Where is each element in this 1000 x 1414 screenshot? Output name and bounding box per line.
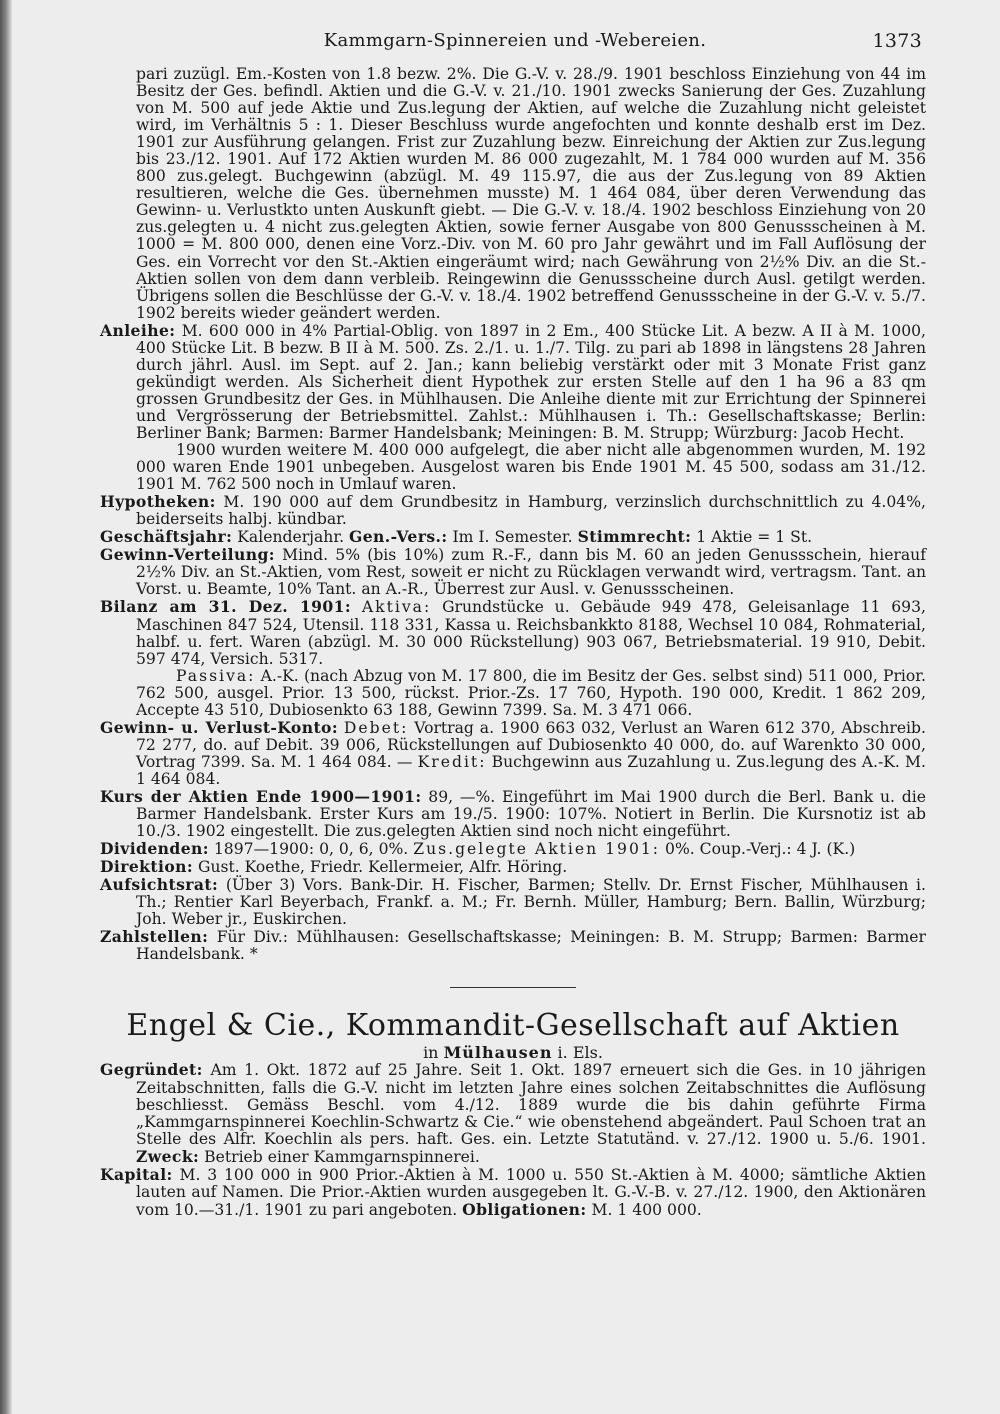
text-aufsichtsrat: (Über 3) Vors. Bank-Dir. H. Fischer, Barmen; Stellv. Dr. Ernst Fischer, Mühlhausen i. Th.; Rentier Karl Beyerbach, Frankf. a. M.; Fr. Bernh. Müller, Hamburg; Bern. Ballin, Würzburg; Joh. Weber jr., Euskirchen.	[136, 876, 926, 929]
text-geschaeftsjahr: Kalenderjahr.	[237, 528, 345, 547]
location-prefix: in	[423, 1043, 439, 1063]
text-kapital: M. 3 100 000 in 900 Prior.-Aktien à M. 1000 u. 550 St.-Aktien à M. 4000; sämtliche Aktien lauten auf Namen. Die Prior.-Aktien wurden ausgegeben lt. G.-V.-B. v. 27./12. 1900, den Aktionären vom 10.—31./1. 1901 zu pari angeboten.	[136, 1165, 926, 1219]
text-direktion: Gust. Koethe, Friedr. Kellermeier, Alfr. Höring.	[197, 858, 568, 877]
text-zahlstellen: Für Div.: Mühlhausen: Gesellschaftskasse; Meiningen: B. M. Strupp; Barmen: Barmer Handelsbank. *	[136, 928, 926, 964]
company-title: Engel & Cie., Kommandit-Gesellschaft auf Aktien	[126, 1008, 900, 1044]
section-direktion	[100, 858, 926, 876]
label-obligationen: Obligationen:	[462, 1199, 587, 1219]
page-number: 1373	[872, 30, 922, 52]
text-passiva: A.-K. (nach Abzug von M. 17 800, die im Besitz der Ges. selbst sind) 511 000, Prior. 762 500, ausgel. Prior. 13 500, rückst. Prior.-Zs. 17 760, Hypoth. 190 000, Kredit. 1 862 209, Accepte 43 510, Dubiosenkto 63 188, Gewinn 7399. Sa. M. 3 471 066.	[136, 666, 926, 719]
text-anleihe: M. 600 000 in 4% Partial-Oblig. von 1897 in 2 Em., 400 Stücke Lit. A bezw. A II à M. 1000, 400 Stücke Lit. B bezw. B II à M. 500. Zs. 2./1. u. 1./7. Tilg. zu pari ab 1898 in längstens 28 Jahren durch jährl. Ausl. im Sept. auf 2. Jan.; kann beliebig verstärkt oder mit 3 Monate Frist ganz gekündigt werden. Als Sicherheit dient Hypothek zur ersten Stelle auf den 1 ha 96 a 83 qm grossen Grundbesitz der Ges. in Mühlhausen. Die Anleihe diente mit zur Errichtung der Spinnerei und Vergrösserung der Betriebsmittel. Zahlst.: Mühlhausen i. Th.: Gesellschaftskasse; Berlin: Berliner Bank; Barmen: Barmer Handelsbank; Meiningen: B. M. Strupp; Würzburg: Jacob Hecht.	[136, 321, 926, 442]
text-aktiva: Grundstücke u. Gebäude 949 478, Geleisanlage 11 693, Maschinen 847 524, Utensil. 118 331, Kassa u. Reichsbankkto 8188, Wechsel 10 084, Rohmaterial, halbf. u. fert. Waren (abzügl. M. 30 000 Rückstellung) 903 067, Betriebsmaterial. 19 910, Debit. 597 474, Versich. 5317.	[136, 598, 926, 668]
section-aufsichtsrat	[100, 876, 926, 928]
text-kredit: Buchgewinn aus Zuzahlung u. Zus.legung des A.-K. M. 1 464 084.	[136, 752, 926, 788]
section-bilanz	[100, 598, 926, 667]
label-geschaeftsjahr: Geschäftsjahr:	[100, 527, 233, 547]
label-zahlstellen: Zahlstellen:	[100, 927, 209, 947]
text-hypotheken: M. 190 000 auf dem Grundbesitz in Hamburg, verzinslich durchschnittlich zu 4.04%, beiderseits halbj. kündbar.	[136, 493, 926, 529]
label-zweck: Zweck:	[136, 1146, 200, 1166]
label-gegruendet: Gegründet:	[100, 1060, 203, 1080]
text-kurs: 89, —%. Eingeführt im Mai 1900 durch die Berl. Bank u. die Barmer Handelsbank. Erster Kurs am 19./5. 1900: 107%. Notiert in Berlin. Die Kursnotiz ist ab 10./3. 1902 eingestellt. Die zus.gelegten Aktien sind noch nicht eingeführt.	[136, 787, 926, 841]
section-gewinn-verteilung	[100, 546, 926, 598]
label-passiva: Passiva:	[176, 666, 256, 685]
label-direktion: Direktion:	[100, 857, 194, 877]
text-zweck: Betrieb einer Kammgarnspinnerei.	[204, 1147, 480, 1166]
section-kapital	[100, 1166, 926, 1219]
section-geschaeftsjahr	[100, 528, 926, 546]
text-gen-vers: Im I. Semester.	[452, 528, 573, 547]
location-suffix: i. Els.	[557, 1043, 603, 1063]
section-kurs	[100, 788, 926, 840]
section-anleihe	[100, 322, 926, 442]
section-hypotheken	[100, 493, 926, 528]
text-obligationen: M. 1 400 000.	[591, 1200, 702, 1219]
text-gewinn-verteilung: Mind. 5% (bis 10%) zum R.-F., dann bis M. 60 an jeden Genussschein, hierauf 2½% Div. an St.-Aktien, vom Rest, soweit er nicht zu Rücklagen verwandt wird, vertragsm. Tant. an Vorst. u. Beamte, 10% Tant. an A.-R., Überrest zur Ausl. v. Genussscheinen.	[136, 546, 926, 599]
text-zus-aktien: 0%. Coup.-Verj.: 4 J. (K.)	[665, 840, 856, 859]
section-passiva	[100, 668, 926, 719]
page-header	[100, 30, 930, 58]
section-gegruendet	[100, 1061, 926, 1165]
label-hypotheken: Hypotheken:	[100, 492, 216, 512]
label-gewinn-verlust: Gewinn- u. Verlust-Konto:	[100, 717, 339, 737]
label-kapital: Kapital:	[100, 1164, 173, 1184]
company-location	[100, 1044, 926, 1061]
location-city: Mülhausen	[443, 1043, 553, 1063]
section-dividenden	[100, 840, 926, 858]
label-aktiva: Aktiva:	[361, 598, 432, 617]
label-bilanz: Bilanz am 31. Dez. 1901:	[100, 597, 351, 617]
book-binding-edge	[0, 0, 12, 1414]
section-zahlstellen	[100, 928, 926, 963]
document-body	[100, 66, 926, 1219]
section-gewinn-verlust	[100, 719, 926, 788]
running-title: Kammgarn-Spinnereien und -Webereien.	[323, 30, 707, 51]
label-debet: Debet:	[343, 718, 409, 737]
text-dividenden: 1897—1900: 0, 0, 6, 0%.	[213, 840, 409, 859]
label-zus-aktien: Zus.gelegte Aktien 1901:	[413, 840, 661, 859]
label-anleihe: Anleihe:	[100, 320, 176, 340]
text-stimmrecht: 1 Aktie = 1 St.	[696, 528, 813, 547]
label-gewinn-verteilung: Gewinn-Verteilung:	[100, 545, 275, 565]
section-divider	[450, 987, 576, 988]
text-anleihe-continued: 1900 wurden weitere M. 400 000 aufgelegt, die aber nicht alle abgenommen wurden, M. 192 000 waren Ende 1901 unbegeben. Ausgelost waren bis Ende 1901 M. 45 500, sodass am 31./12. 1901 M. 762 500 noch in Umlauf waren.	[136, 441, 926, 494]
label-stimmrecht: Stimmrecht:	[577, 527, 692, 547]
label-gen-vers: Gen.-Vers.:	[349, 527, 448, 547]
label-dividenden: Dividenden:	[100, 839, 209, 859]
label-aufsichtsrat: Aufsichtsrat:	[100, 875, 219, 895]
intro-paragraph: pari zuzügl. Em.-Kosten von 1.8 bezw. 2%. Die G.-V. v. 28./9. 1901 beschloss Einziehung von 44 im Besitz der Ges. befindl. Aktien und die G.-V. v. 21./10. 1901 zwecks Sanierung der Ges. Zuzahlung von M. 500 auf jede Aktie und Zus.legung der Aktien, auf welche die Zuzahlung nicht geleistet wird, im Verhältnis 5 : 1. Dieser Beschluss wurde angefochten und konnte deshalb erst im Dez. 1901 zur Ausführung gelangen. Frist zur Zuzahlung bezw. Einreichung der Aktien zur Zus.legung bis 23./12. 1901. Auf 172 Aktien wurden M. 86 000 zugezahlt, M. 1 784 000 wurden auf M. 356 800 zus.gelegt. Buchgewinn (abzügl. M. 49 115.97, die aus der Zus.legung von 89 Aktien resultieren, welche die Ges. übernehmen musste) M. 1 464 084, über deren Verwendung das Gewinn- u. Verlustkto unten Auskunft giebt. — Die G.-V. v. 18./4. 1902 beschloss Einziehung von 20 zus.gelegten u. 4 nicht zus.gelegten Aktien, sowie ferner Ausgabe von 800 Genussscheinen à M. 1000 = M. 800 000, denen eine Vorz.-Div. von M. 60 pro Jahr gewährt und im Fall Auflösung der Ges. ein Vorrecht vor den St.-Aktien eingeräumt wird; nach Gewährung von 2½% Div. an die St.-Aktien sollen von dem dann verbleib. Reingewinn die Genussscheine durch Ausl. getilgt werden. Übrigens sollen die Beschlüsse der G.-V. v. 18./4. 1902 betreffend Genussscheine in der G.-V. v. 5./7. 1902 bereits wieder geändert werden.	[136, 65, 926, 322]
text-gegruendet: Am 1. Okt. 1872 auf 25 Jahre. Seit 1. Okt. 1897 erneuert sich die Ges. in 10 jährigen Zeitabschnitten, falls die G.-V. nicht im letzten Jahre eines solchen Zeitabschnittes die Auflösung beschliesst. Gemäss Beschl. vom 4./12. 1889 wurde die bis dahin geführte Firma „Kammgarnspinnerei Koechlin-Schwartz & Cie.“ wie obenstehend abgeändert. Paul Schoen trat an Stelle des Alfr. Koechlin als pers. haft. Ges. ein. Letzte Statutänd. v. 27./12. 1900 u. 5./6. 1901.	[136, 1061, 926, 1148]
label-kurs: Kurs der Aktien Ende 1900—1901:	[100, 786, 422, 806]
text-debet: Vortrag a. 1900 663 032, Verlust an Waren 612 370, Abschreib. 72 277, do. auf Debit. 39 006, Rückstellungen auf Dubiosenkto 40 000, do. auf Warenkto 30 000, Vortrag 7399. Sa. M. 1 464 084. —	[136, 718, 926, 771]
label-kredit: Kredit:	[417, 752, 487, 771]
